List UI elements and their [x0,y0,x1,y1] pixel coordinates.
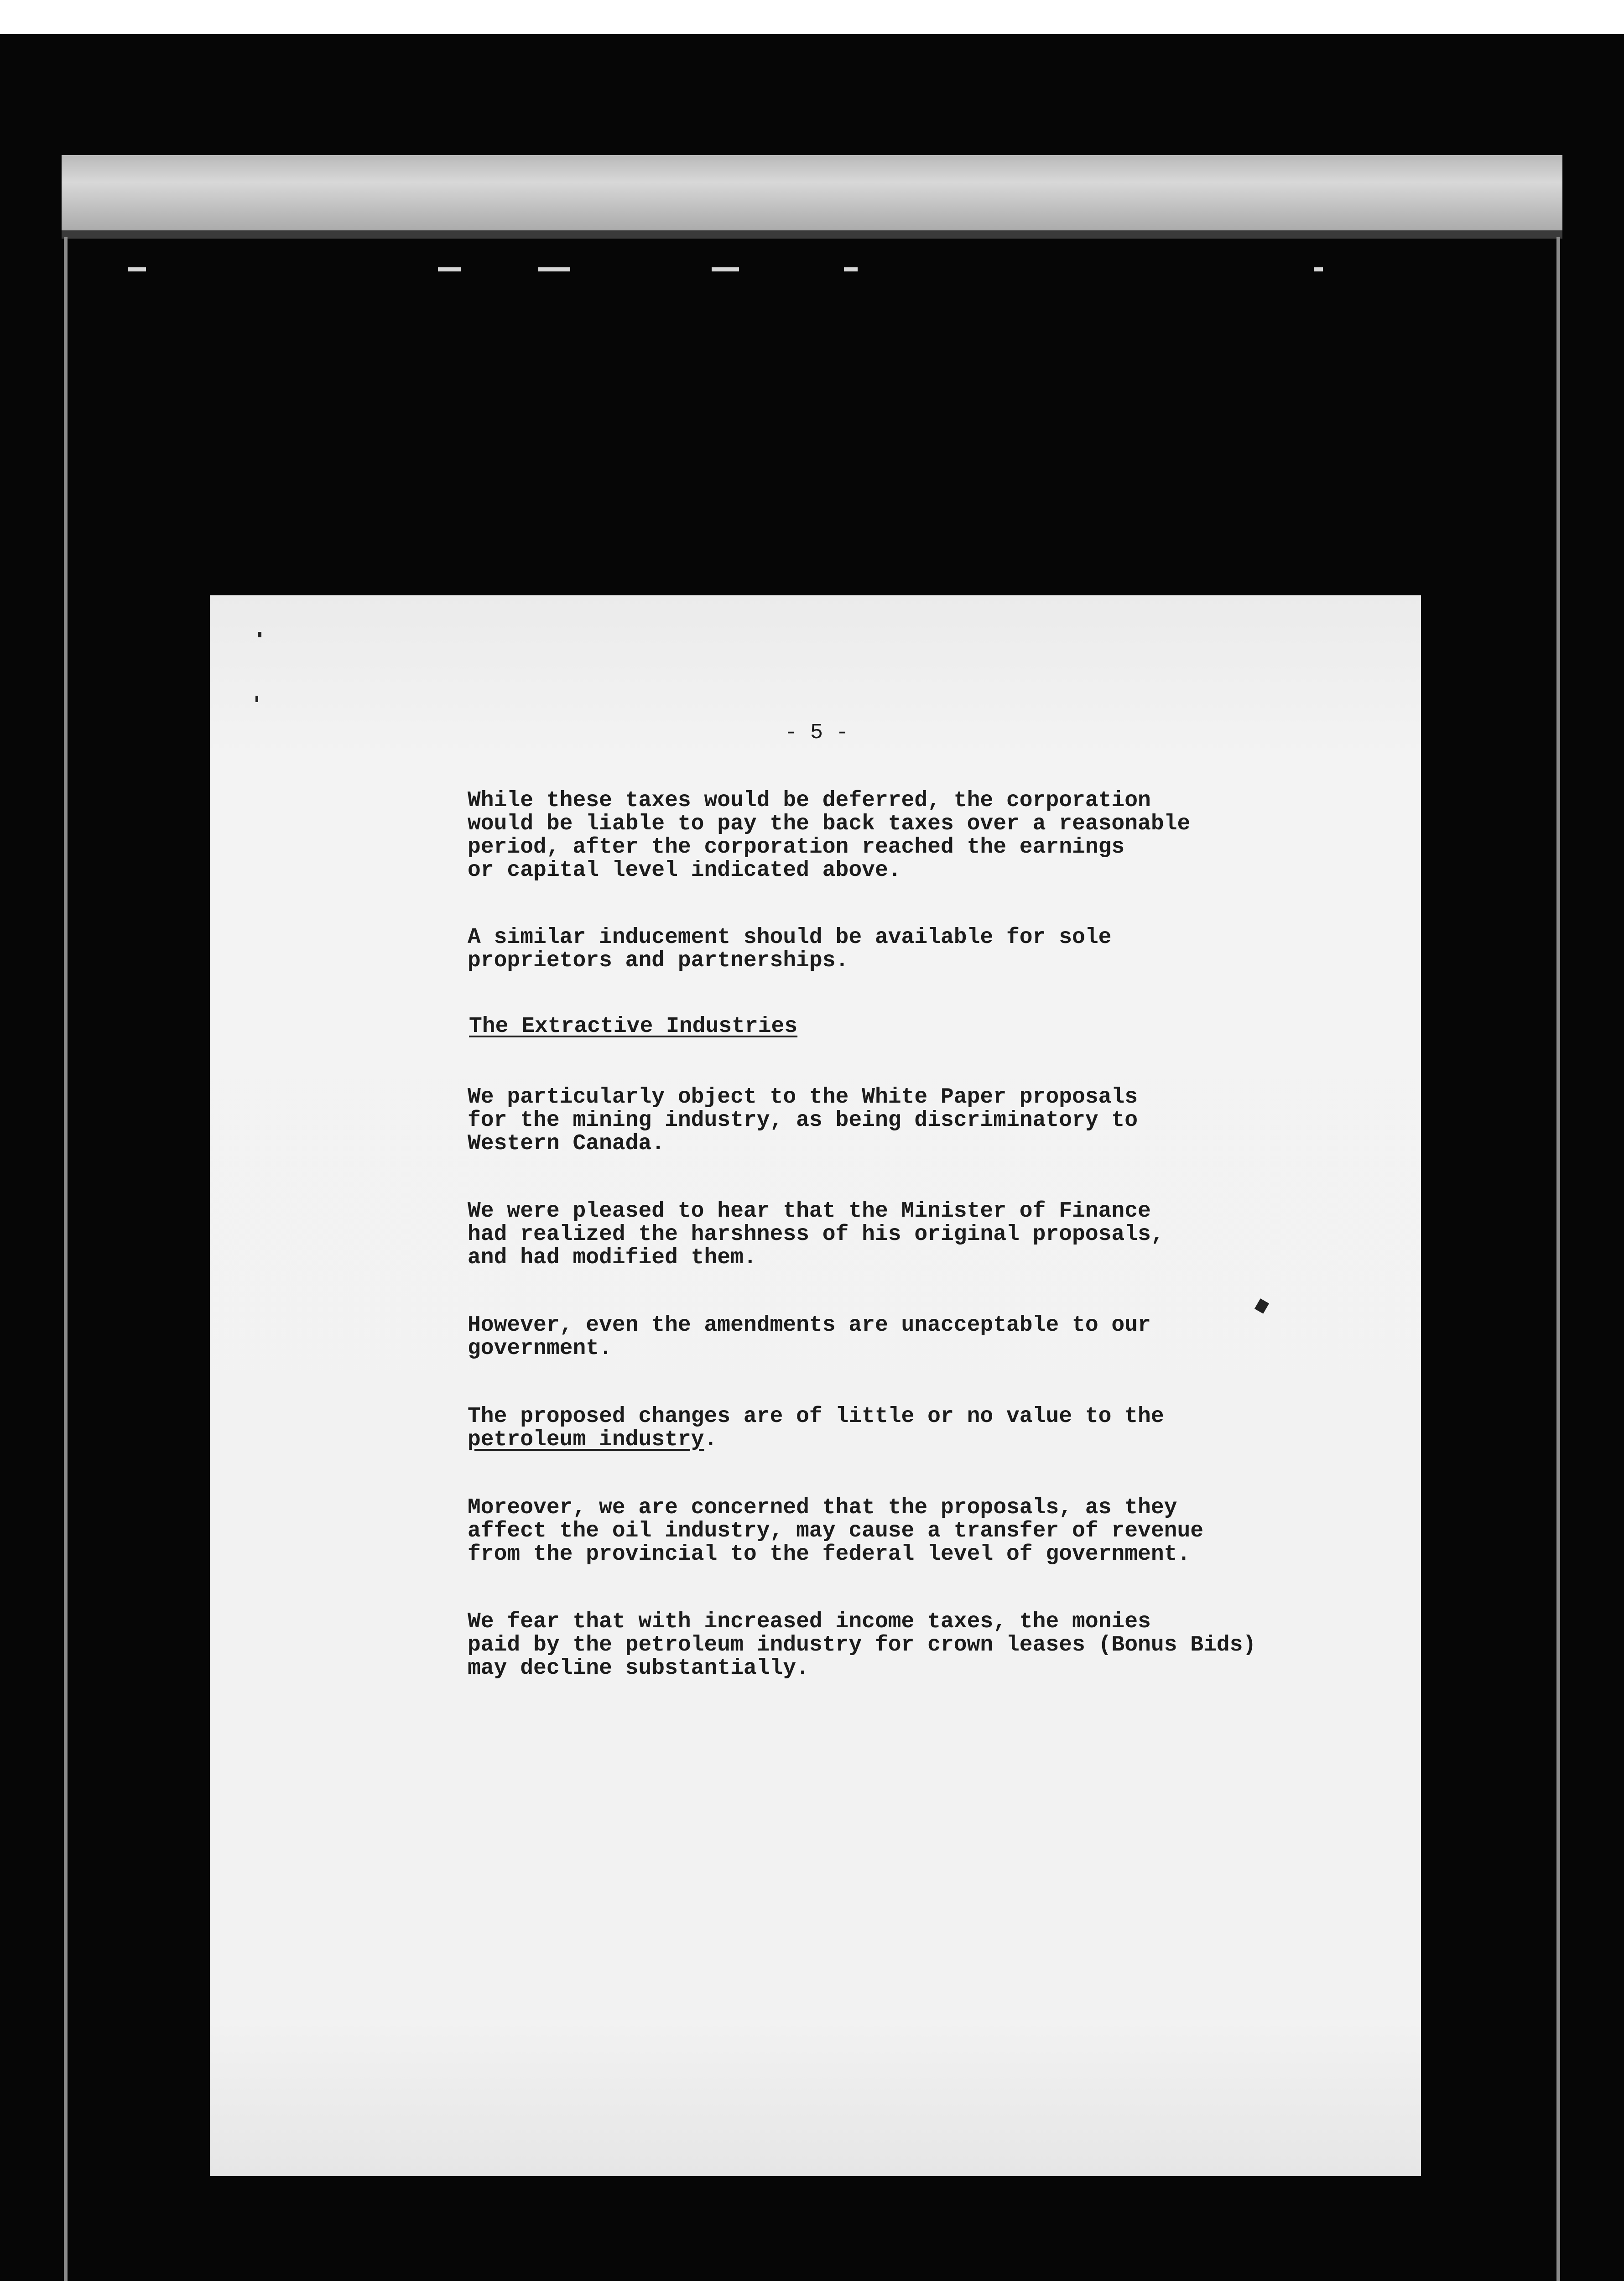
paragraph-minister-of-finance: We were pleased to hear that the Minister of Finance had realized the harshness of his original proposals, and had modified them. [468,1199,1164,1270]
paragraph-mining-industry: We particularly object to the White Paper proposals for the mining industry, as being discriminatory to Western Canada. [468,1085,1138,1156]
paragraph-bonus-bids: We fear that with increased income taxes, the monies paid by the petroleum industry for crown leases (Bonus Bids) may decline substantially. [468,1609,1256,1681]
paragraph-petroleum-line1: The proposed changes are of little or no value to the [468,1404,1164,1429]
frame-right-edge [1556,237,1560,2281]
paragraph-transfer-of-revenue: Moreover, we are concerned that the proposals, as they affect the oil industry, may cause a transfer of revenue from the provincial to the federal level of government. [468,1495,1204,1567]
section-heading-extractive-industries: The Extractive Industries [469,1014,798,1039]
underlined-petroleum-industry: petroleum industry [468,1427,704,1452]
paragraph-tax-deferral: While these taxes would be deferred, the corporation would be liable to pay the back taxes over a reasonable period, after the corporation reached the earnings or capital level indicated above. [468,788,1191,883]
strip-mark [844,267,858,271]
paragraph-sole-proprietors: A similar inducement should be available for sole proprietors and partnerships. [468,925,1112,973]
paragraph-petroleum-industry [468,1405,1334,1452]
strip-mark [438,267,461,271]
strip-mark [712,267,739,271]
strip-mark [1314,267,1323,271]
strip-mark [538,267,570,271]
top-film-strip [62,155,1562,233]
page-speck [255,696,258,702]
page-number: - 5 - [784,721,849,745]
strip-mark [128,267,146,271]
frame-left-edge [64,237,68,2281]
document-page [210,595,1421,2176]
page-speck [258,632,261,637]
ink-mark [1254,1298,1269,1314]
top-strip-shadow [62,230,1562,239]
paragraph-amendments: However, even the amendments are unacceptable to our government. [468,1313,1151,1361]
paragraph-petroleum-period: . [704,1427,718,1452]
